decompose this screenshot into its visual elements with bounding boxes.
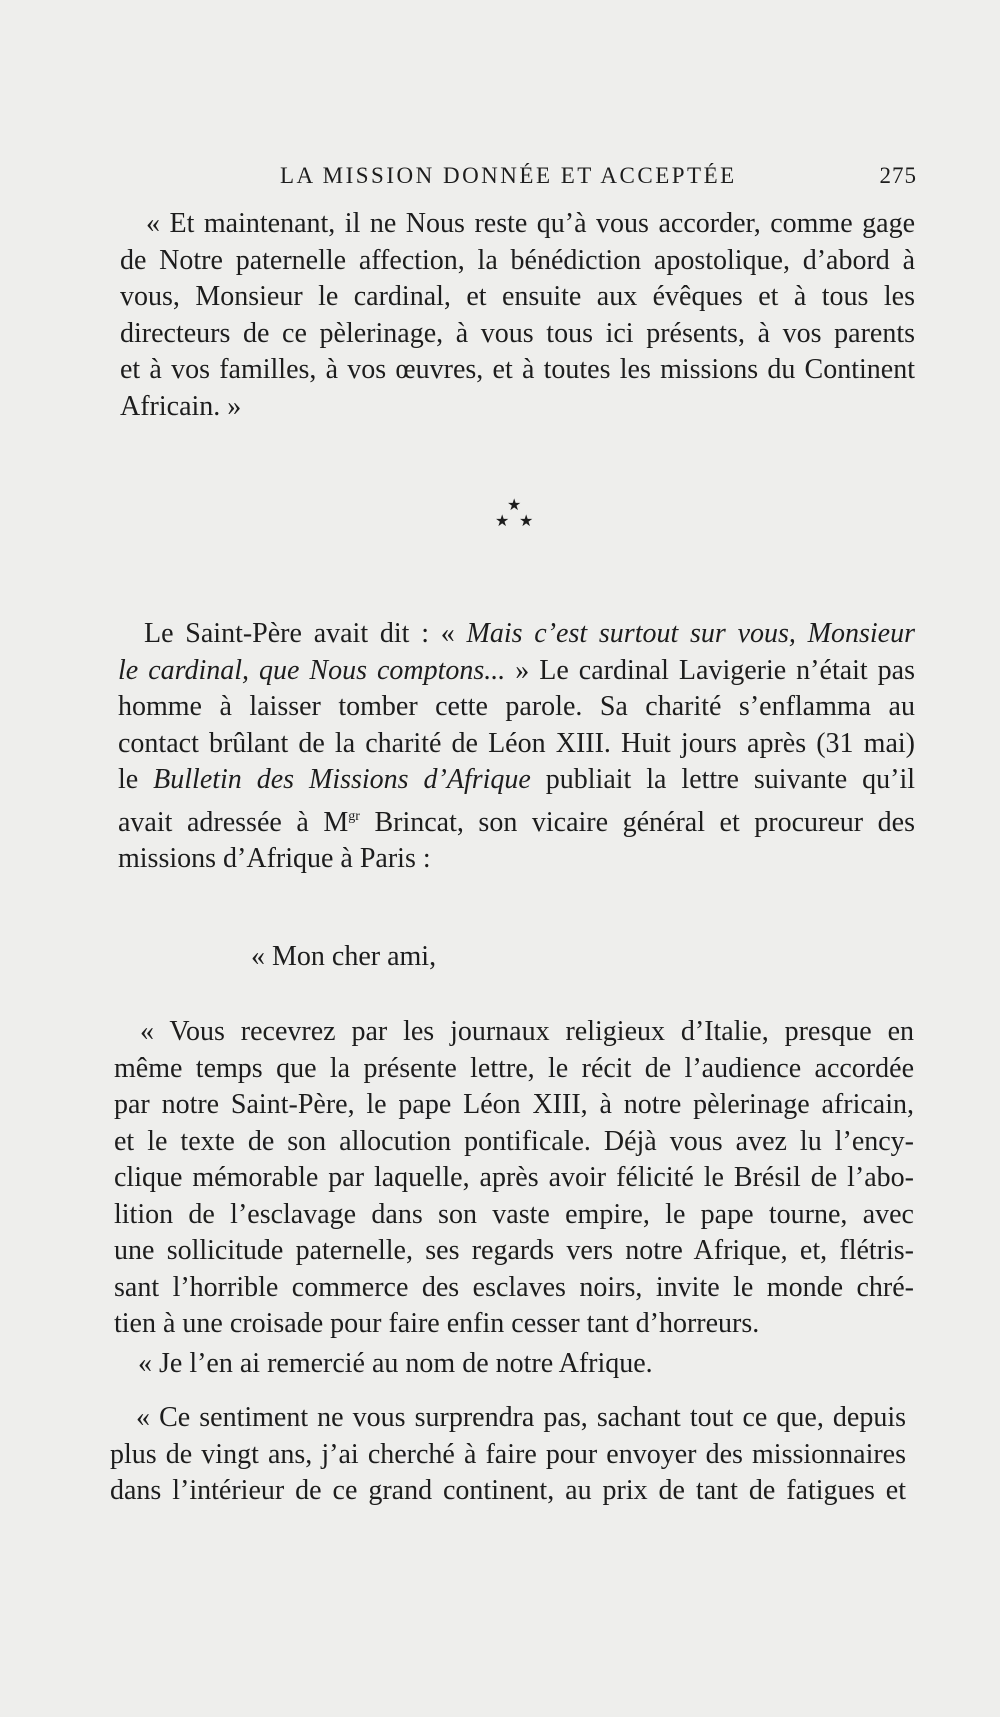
italic-quote: Mais c’est surtout sur vous, Monsieur: [466, 618, 915, 649]
star-icon: ★: [495, 513, 510, 530]
text-line: plus de vingt ans, j’ai cherché à faire pour envoyer des missionnaires: [110, 1438, 906, 1470]
text-line: dans l’intérieur de ce grand continent, au prix de tant de fatigues et: [110, 1475, 906, 1506]
running-header: [280, 163, 920, 189]
text-line: par notre Saint-Père, le pape Léon XIII, à notre pèlerinage africain,: [114, 1089, 914, 1120]
text-line: et le texte de son allocution pontificale. Déjà vous avez lu l’ency-: [114, 1125, 914, 1157]
text-run: Le Saint-Père avait dit : «: [144, 618, 467, 649]
paragraph-papal-blessing: [120, 206, 915, 425]
text-run: le: [118, 764, 154, 795]
running-title: LA MISSION DONNÉE ET ACCEPTÉE: [280, 163, 737, 188]
text-line: « Vous recevrez par les journaux religieux d’Italie, presque en: [140, 1016, 914, 1047]
text-line: contact brûlant de la charité de Léon XIII. Huit jours après (31 mai): [118, 727, 915, 759]
superscript: gr: [348, 808, 360, 824]
text-line: « Ce sentiment ne vous surprendra pas, sachant tout ce que, depuis: [136, 1402, 906, 1433]
publication-title: Bulletin des Missions d’Afrique: [153, 764, 531, 795]
text-line: « Je l’en ai remercié au nom de notre Afrique.: [138, 1348, 653, 1379]
text-line: missions d’Afrique à Paris :: [118, 843, 431, 874]
text-line: même temps que la présente lettre, le récit de l’audience accordée: [114, 1052, 914, 1084]
text-line: Africain. »: [120, 390, 242, 422]
italic-quote: le cardinal, que Nous comptons...: [118, 654, 506, 686]
page-number: 275: [879, 163, 917, 188]
text-line: sant l’horrible commerce des esclaves noirs, invite le monde chré-: [114, 1271, 914, 1303]
text-line: homme à laisser tomber cette parole. Sa charité s’enflamma au: [118, 691, 915, 722]
text-run: publiait la lettre suivante qu’il: [530, 764, 916, 795]
text-line: [118, 762, 915, 799]
text-line: [118, 653, 915, 690]
text-line: de Notre paternelle affection, la bénédiction apostolique, d’abord à: [120, 244, 915, 276]
letter-salutation: « Mon cher ami,: [251, 941, 437, 972]
text-line: tien à une croisade pour faire enfin cesser tant d’horreurs.: [114, 1308, 760, 1339]
text-line: directeurs de ce pèlerinage, à vous tous ici présents, à vos parents: [120, 317, 915, 349]
text-line: [118, 799, 915, 842]
text-run: avait adressée à M: [118, 806, 349, 838]
text-line: clique mémorable par laquelle, après avoir félicité le Brésil de l’abo-: [114, 1162, 914, 1193]
text-line: lition de l’esclavage dans son vaste empire, le pape tourne, avec: [114, 1198, 914, 1230]
paragraph-letter-body: [114, 1014, 914, 1343]
paragraph-thanks: [112, 1346, 902, 1383]
text-line: une sollicitude paternelle, ses regards vers notre Afrique, et, flétris-: [114, 1235, 914, 1266]
paragraph-letter-continued: [110, 1400, 906, 1510]
text-run: Brincat, son vicaire général et procureur des: [359, 806, 915, 838]
text-run: » Le cardinal Lavigerie n’était pas: [505, 654, 916, 686]
star-icon: ★: [507, 497, 522, 514]
star-icon: ★: [519, 513, 534, 530]
text-line: « Et maintenant, il ne Nous reste qu’à vous accorder, comme gage: [146, 208, 915, 239]
text-line: [118, 616, 915, 653]
text-line: vous, Monsieur le cardinal, et ensuite aux évêques et à tous les: [120, 281, 915, 312]
text-line: et à vos familles, à vos œuvres, et à toutes les missions du Continent: [120, 354, 915, 385]
paragraph-narrative: [118, 616, 915, 878]
asterism-separator: [495, 495, 535, 535]
